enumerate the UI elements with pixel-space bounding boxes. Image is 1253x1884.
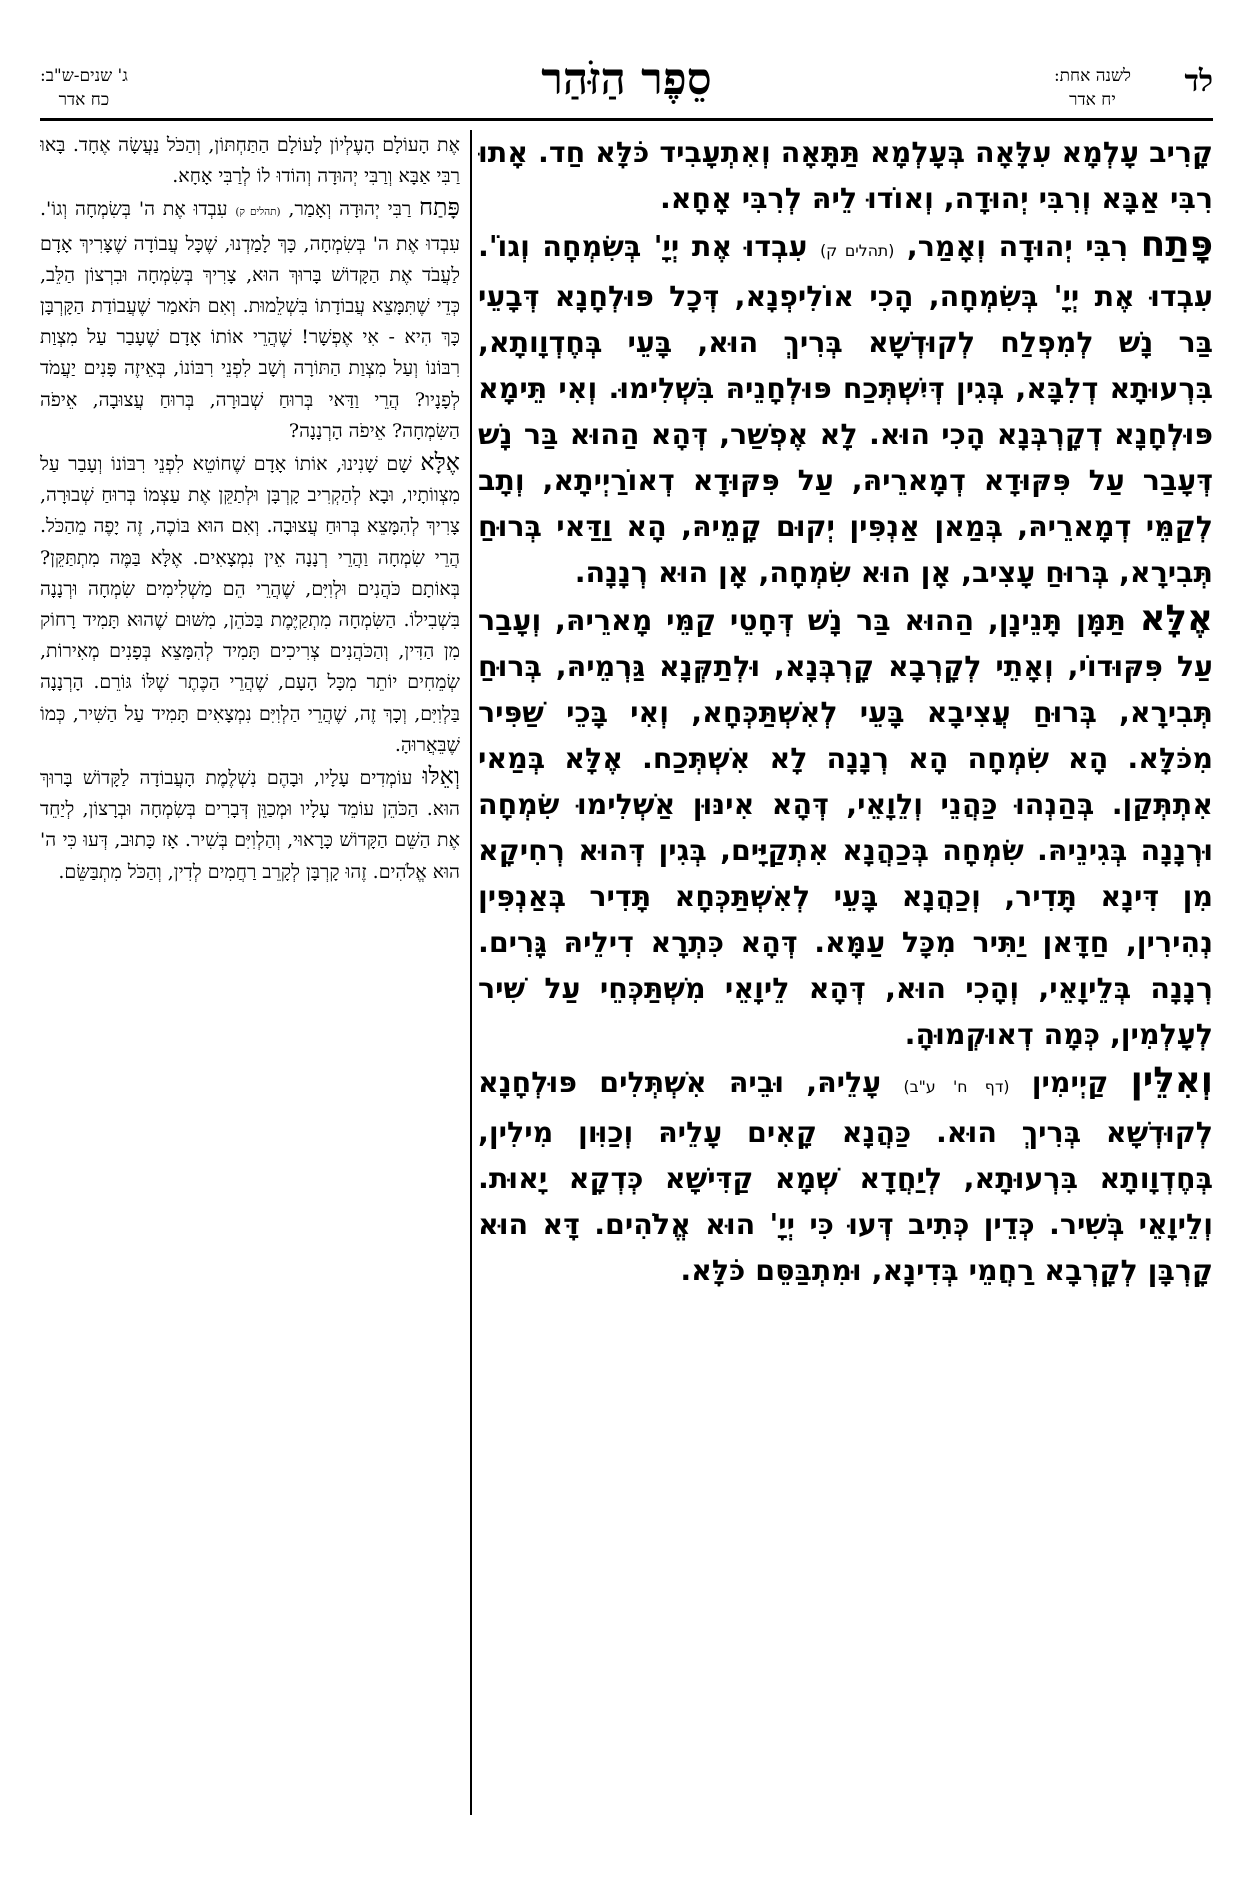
page-header bbox=[40, 52, 1213, 120]
paragraph bbox=[478, 1058, 1213, 1294]
page-number: לד bbox=[1184, 64, 1213, 99]
paragraph-text: אֶת הָעוֹלָם הָעֶלְיוֹן לָעוֹלָם הַתַּחְתּוֹן, וְהַכֹּל נַעֲשָׂה אֶחָד. בָּאוּ רַבִּי אַבָּא וְרַבִּי יְהוּדָה וְהוֹדוּ לוֹ לְרַבִּי אָחָא. bbox=[40, 134, 460, 188]
paragraph-text: קָרִיב עָלְמָא עִלָּאָה בְּעָלְמָא תַּתָּאָה וְאִתְעָבִיד כֹּלָּא חַד. אָתוּ רִבִּי אַבָּא וְרִבִּי יְהוּדָה, וְאוֹדוּ לֵיהּ לְרִבִּי אָחָא. bbox=[478, 136, 1213, 215]
paragraph bbox=[40, 192, 460, 447]
schedule-label: ג' שנים-ש"ב: bbox=[40, 66, 128, 86]
paragraph-text: עוֹמְדִים עָלָיו, וּבָהֶם נִשְׁלֶמֶת הָעֲבוֹדָה לַקָּדוֹשׁ בָּרוּךְ הוּא. הַכֹּהֵן עוֹמֵד עָלָיו וּמְכַוֵּן דְּבָרִים בְּשִׂמְחָה וּבְרָצוֹן, לְיַחֵד אֶת הַשֵּׁם הַקָּדוֹשׁ כָּרָאוּי, וְהַלְוִיִּם בְּשִׁיר. אָז כָּתוּב, דְּעוּ כִּי ה' הוּא אֱלֹהִים. זֶהוּ קָרְבָּן לְקָרֵב רַחֲמִים לְדִין, וְהַכֹּל מִתְבַּשֵּׂם. bbox=[40, 767, 460, 883]
paragraph bbox=[478, 222, 1213, 596]
citation: (תהלים ק) bbox=[820, 241, 895, 260]
paragraph-text: רִבִּי יְהוּדָה וְאָמַר, bbox=[894, 230, 1141, 263]
opening-word: וְאִלֵּין bbox=[1130, 1060, 1213, 1101]
aramaic-text-column bbox=[478, 130, 1213, 1830]
paragraph bbox=[478, 596, 1213, 1058]
opening-word: וְאֵלּוּ bbox=[422, 762, 460, 791]
paragraph bbox=[40, 447, 460, 761]
paragraph-text: קַיְימִין bbox=[1009, 1066, 1131, 1099]
paragraph-text: עִבְדוּ אֶת יְיָ' בְּשִׂמְחָה וְגוֹ'. עִבְדוּ אֶת יְיָ' בְּשִׂמְחָה, הָכִי אוֹלִיפְנָא, דְּכָל פּוּלְחָנָא דְּבָעֵי בַּר נָשׁ לְמִפְלַח לְקוּדְשָׁא בְּרִיךְ הוּא, בָּעֵי בְּחֶדְוָותָא, בִּרְעוּתָא דְלִבָּא, בְּגִין דְּיִשְׁתְּכַח פּוּלְחָנֵיהּ בִּשְׁלִימוּ. וְאִי תֵּימָא פּוּלְחָנָא דְקָרְבְּנָא הָכִי הוּא. לָא אֶפְשַׁר, דְּהָא הַהוּא בַּר נָשׁ דְּעָבַר עַל פִּקּוּדָא דְמָארֵיהּ, עַל פִּקּוּדָא דְאוֹרַיְיתָא, וְתָב לְקַמֵּי דְמָארֵיהּ, בְּמַאן אַנְפִּין יְקוּם קָמֵיהּ, הָא וַדַּאי בְּרוּחַ תְּבִירָא, בְּרוּחַ עָצִיב, אָן הוּא שִׂמְחָה, אָן הוּא רְנָנָה. bbox=[478, 230, 1213, 589]
paragraph-text: שָׁם שָׁנִינוּ, אוֹתוֹ אָדָם שֶׁחוֹטֵא לִפְנֵי רִבּוֹנוֹ וְעָבַר עַל מִצְווֹתָיו, וּבָא לְהַקְרִיב קָרְבָּן וּלְתַקֵּן אֶת עַצְמוֹ בְּרוּחַ שְׁבוּרָה, צָרִיךְ לְהִמָּצֵא בְּרוּחַ עֲצוּבָה. וְאִם הוּא בּוֹכֶה, זֶה יָפֶה מֵהַכֹּל. הֲרֵי שִׂמְחָה וַהֲרֵי רְנָנָה אֵין נִמְצָאִים. אֶלָּא בַּמֶּה מִתְתַּקֵּן? בְּאוֹתָם כֹּהֲנִים וּלְוִיִּם, שֶׁהֲרֵי הֵם מַשְׁלִימִים שִׂמְחָה וּרְנָנָה בִּשְׁבִילוֹ. הַשִּׂמְחָה מִתְקַיֶּמֶת בַּכֹּהֵן, מִשּׁוּם שֶׁהוּא תָּמִיד רָחוֹק מִן הַדִּין, וְהַכֹּהֲנִים צְרִיכִים תָּמִיד לְהִמָּצֵא בְּפָנִים מְאִירוֹת, שְׂמֵחִים יוֹתֵר מִכָּל הָעָם, שֶׁהֲרֵי הַכֶּתֶר שֶׁלּוֹ גּוֹרֵם. הָרְנָנָה בַּלְוִיִּם, וְכָךְ זֶה, שֶׁהֲרֵי הַלְוִיִּם נִמְצָאִים תָּמִיד עַל הַשִּׁיר, כְּמוֹ שֶׁבֵּאֲרוּהָ. bbox=[40, 453, 460, 756]
paragraph-text: רַבִּי יְהוּדָה וְאָמַר, bbox=[280, 198, 419, 221]
schedule-date: כח אדר bbox=[58, 90, 110, 110]
paragraph-text: עָלֵיהּ, וּבֵיהּ אִשְׁתְּלִים פּוּלְחָנָא לְקוּדְשָׁא בְּרִיךְ הוּא. כַּהֲנָא קָאִים עָלֵיהּ וְכַוִּון מִילִין, בְּחֶדְוָותָא בִּרְעוּתָא, לְיַחֲדָא שְׁמָא קַדִּישָׁא כְּדְקָא יָאוּת. וְלֵיוָאֵי בְּשִׁיר. כְּדֵין כְּתִיב דְּעוּ כִּי יְיָ' הוּא אֱלֹהִים. דָּא הוּא קָרְבָּן לְקָרְבָא רַחֲמֵי בְּדִינָא, וּמִתְבַּסֵּם כֹּלָּא. bbox=[478, 1066, 1213, 1287]
page-reference: (דף ח' ע"ב) bbox=[903, 1077, 1010, 1096]
reading-schedule-three-years bbox=[40, 64, 128, 112]
schedule-date: יח אדר bbox=[1069, 90, 1116, 110]
column-divider bbox=[470, 130, 472, 1815]
schedule-label: לשנה אחת: bbox=[1053, 66, 1131, 86]
page-title: סֵפֶר הַזֹּהַר bbox=[541, 54, 712, 105]
paragraph bbox=[40, 130, 460, 192]
header-divider bbox=[40, 118, 1213, 121]
paragraph bbox=[40, 761, 460, 888]
opening-word: אֶלָּא bbox=[420, 448, 460, 477]
paragraph-text: עִבְדוּ אֶת ה' בְּשִׂמְחָה וְגוֹ'. עִבְדוּ אֶת ה' בְּשִׂמְחָה, כָּךְ לָמַדְנוּ, שֶׁכָּל עֲבוֹדָה שֶׁצָּרִיךְ אָדָם לַעֲבֹד אֶת הַקָּדוֹשׁ בָּרוּךְ הוּא, צָרִיךְ בְּשִׂמְחָה וּבִרְצוֹן הַלֵּב, כְּדֵי שֶׁתִּמָּצֵא עֲבוֹדָתוֹ בִּשְׁלֵמוּת. וְאִם תֹּאמַר שֶׁעֲבוֹדַת הַקָּרְבָּן כָּךְ הִיא - אִי אֶפְשָׁר! שֶׁהֲרֵי אוֹתוֹ אָדָם שֶׁעָבַר עַל מִצְוַת רִבּוֹנוֹ וְעַל מִצְוַת הַתּוֹרָה וְשָׁב לִפְנֵי רִבּוֹנוֹ, בְּאֵיזֶה פָּנִים יַעֲמֹד לְפָנָיו? הֲרֵי וַדַּאי בְּרוּחַ שְׁבוּרָה, בְּרוּחַ עֲצוּבָה, אֵיפֹה הַשִּׂמְחָה? אֵיפֹה הָרְנָנָה? bbox=[40, 198, 460, 442]
hebrew-translation-column bbox=[40, 130, 460, 1830]
paragraph bbox=[478, 130, 1213, 222]
opening-word: פָּתַח bbox=[1140, 224, 1213, 265]
opening-word: אֶלָּא bbox=[1139, 598, 1213, 639]
citation: (תהלים ק) bbox=[235, 206, 281, 219]
opening-word: פָּתַח bbox=[419, 193, 460, 222]
paragraph-text: תַּמָּן תָּנֵינָן, הַהוּא בַּר נָשׁ דְּחָטֵי קַמֵּי מָארֵיהּ, וְעָבַר עַל פִּקּוּדוֹי, וְאָתֵי לְקָרְבָא קָרְבְּנָא, וּלְתַקְּנָא גַּרְמֵיהּ, בְּרוּחַ תְּבִירָא, בְּרוּחַ עֲצִיבָא בָּעֵי לְאִשְׁתַּכְּחָא, וְאִי בָּכֵי שַׁפִּיר מִכֹּלָּא. הָא שִׂמְחָה הָא רְנָנָה לָא אִשְׁתְּכַח. אֶלָּא בְּמַאי אִתְתְּקַן. בְּהַנְהוּ כַּהֲנֵי וְלֵוָאֵי, דְּהָא אִינּוּן אַשְׁלִימוּ שִׂמְחָה וּרְנָנָה בְּגִינֵיהּ. שִׂמְחָה בְּכַהֲנָא אִתְקַיָּים, בְּגִין דְּהוּא רְחִיקָא מִן דִּינָא תָּדִיר, וְכַהֲנָא בָּעֵי לְאִשְׁתַּכְּחָא תָּדִיר בְּאַנְפִּין נְהִירִין, חַדָּאן יַתִּיר מִכָּל עַמָּא. דְּהָא כִּתְרָא דִילֵיהּ גָּרִים. רְנָנָה בְּלֵיוָאֵי, וְהָכִי הוּא, דְּהָא לֵיוָאֵי מִשְׁתַּכְּחֵי עַל שִׁיר לְעָלְמִין, כְּמָה דְאוּקְמוּהָ. bbox=[478, 604, 1213, 1051]
